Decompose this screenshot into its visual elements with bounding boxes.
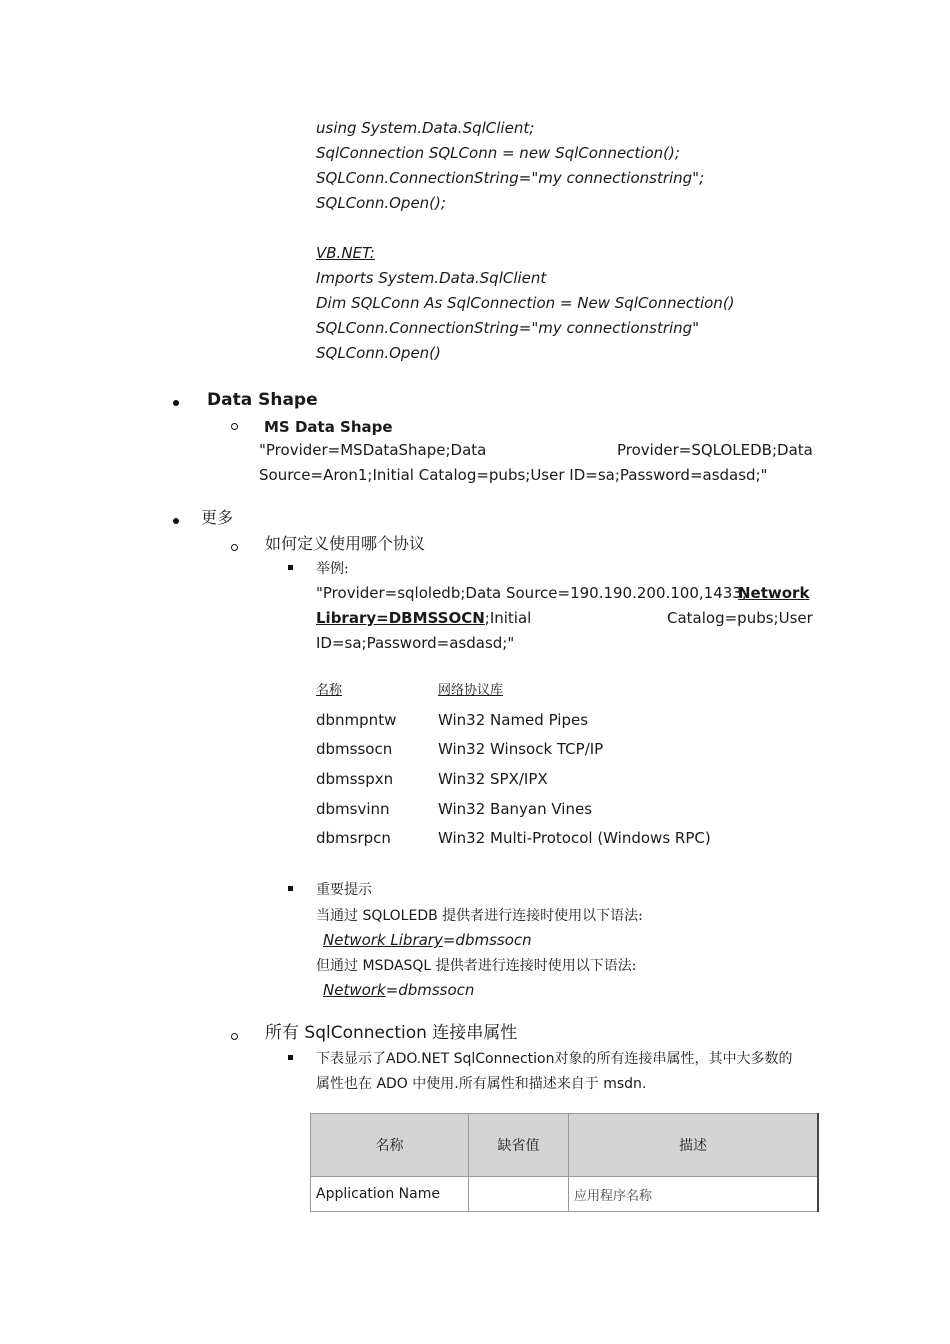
section-heading-data-shape: Data Shape	[207, 390, 318, 410]
bullet-square-icon	[288, 565, 293, 570]
example-network-keyword: Network	[738, 584, 810, 602]
table-header-default: 缺省值	[469, 1114, 569, 1177]
connection-string-line: Source=Aron1;Initial Catalog=pubs;User ID=sa;Password=asdasd;"	[259, 466, 768, 484]
table-row	[311, 1177, 819, 1212]
desc-text: 属性也在	[316, 1076, 377, 1092]
tip-text: 提供者进行连接时使用以下语法:	[431, 958, 637, 974]
example-text: ;Initial	[484, 609, 532, 627]
desc-keyword: msdn.	[603, 1076, 647, 1092]
code-line: SQLConn.ConnectionString="my connectionstring"	[316, 319, 700, 337]
desc-text: 下表显示了	[316, 1051, 386, 1067]
tip-keyword: MSDASQL	[362, 958, 432, 974]
sub-heading-protocol: 如何定义使用哪个协议	[265, 534, 426, 553]
bullet-dot-icon	[173, 518, 179, 524]
tip-code-keyword: Network	[323, 981, 386, 999]
library-name: dbmsspxn	[316, 770, 394, 788]
bullet-square-icon	[288, 1055, 293, 1060]
table-cell-name: Application Name	[311, 1177, 469, 1212]
code-line: SQLConn.Open()	[316, 344, 441, 362]
tip-code-line	[323, 928, 532, 953]
tip-text: 当通过	[316, 908, 363, 924]
example-label: 举例:	[316, 561, 349, 577]
table-cell-desc: 应用程序名称	[569, 1177, 819, 1212]
example-string-line	[316, 581, 747, 606]
bullet-circle-icon	[231, 423, 238, 430]
library-name: dbmsvinn	[316, 800, 390, 818]
tip-code-keyword: Network Library	[323, 931, 443, 949]
example-text: ID=sa;Password=asdasd;"	[316, 634, 515, 652]
code-line: SQLConn.Open();	[316, 194, 446, 212]
code-line: SqlConnection SQLConn = new SqlConnection();	[316, 144, 680, 162]
sub-heading-ms-data-shape: MS Data Shape	[264, 418, 393, 436]
tip-line	[316, 904, 643, 928]
code-line: Dim SQLConn As SqlConnection = New SqlConnection()	[316, 294, 735, 312]
example-library-keyword: Library=DBMSSOCN	[316, 609, 485, 627]
example-text: "Provider=sqloledb;Data Source=190.190.200.100,1433;	[316, 584, 747, 602]
code-line: using System.Data.SqlClient;	[316, 119, 535, 137]
sub-heading-properties	[265, 1021, 517, 1045]
tip-code-value: =dbmssocn	[385, 981, 475, 999]
tip-code-value: =dbmssocn	[442, 931, 532, 949]
tip-label: 重要提示	[316, 882, 372, 898]
library-name: dbmssocn	[316, 740, 393, 758]
tip-text: 提供者进行连接时使用以下语法:	[437, 908, 643, 924]
tip-keyword: SQLOLEDB	[362, 908, 438, 924]
connection-string-line: "Provider=MSDataShape;Data	[259, 441, 487, 459]
library-desc: Win32 Multi-Protocol (Windows RPC)	[438, 829, 711, 847]
code-line: SQLConn.ConnectionString="my connectionstring";	[316, 169, 705, 187]
library-desc: Win32 Named Pipes	[438, 711, 589, 729]
table-header-desc: 描述	[569, 1114, 819, 1177]
tip-text: 但通过	[316, 958, 363, 974]
table-cell-default	[469, 1177, 569, 1212]
library-desc: Win32 SPX/IPX	[438, 770, 548, 788]
example-text: Catalog=pubs;User	[667, 609, 813, 627]
props-desc-line	[316, 1047, 792, 1071]
bullet-dot-icon	[173, 400, 179, 406]
library-desc: Win32 Winsock TCP/IP	[438, 740, 604, 758]
bullet-square-icon	[288, 886, 293, 891]
connection-string-line: Provider=SQLOLEDB;Data	[617, 441, 813, 459]
props-desc-line	[316, 1072, 646, 1096]
table-header-row	[311, 1114, 819, 1177]
desc-text: 对象的所有连接串属性，其中大多数的	[554, 1051, 793, 1067]
library-header-lib: 网络协议库	[438, 683, 504, 698]
table-header-name: 名称	[311, 1114, 469, 1177]
library-name: dbnmpntw	[316, 711, 397, 729]
properties-table	[310, 1113, 819, 1212]
heading-text: 连接串属性	[426, 1023, 518, 1043]
section-heading-more: 更多	[201, 508, 234, 527]
desc-text: 中使用.所有属性和描述来自于	[407, 1076, 604, 1092]
heading-text: 所有	[265, 1023, 305, 1043]
library-name: dbmsrpcn	[316, 829, 391, 847]
desc-keyword: ADO	[376, 1076, 408, 1092]
vbnet-label: VB.NET:	[316, 244, 375, 262]
code-line: Imports System.Data.SqlClient	[316, 269, 547, 287]
library-header-name: 名称	[316, 683, 343, 698]
desc-keyword: ADO.NET SqlConnection	[386, 1051, 555, 1067]
bullet-circle-icon	[231, 544, 238, 551]
heading-keyword: SqlConnection	[304, 1023, 427, 1043]
tip-line	[316, 954, 636, 978]
bullet-circle-icon	[231, 1033, 238, 1040]
tip-code-line	[323, 978, 474, 1003]
library-desc: Win32 Banyan Vines	[438, 800, 593, 818]
example-string-line	[316, 606, 531, 631]
